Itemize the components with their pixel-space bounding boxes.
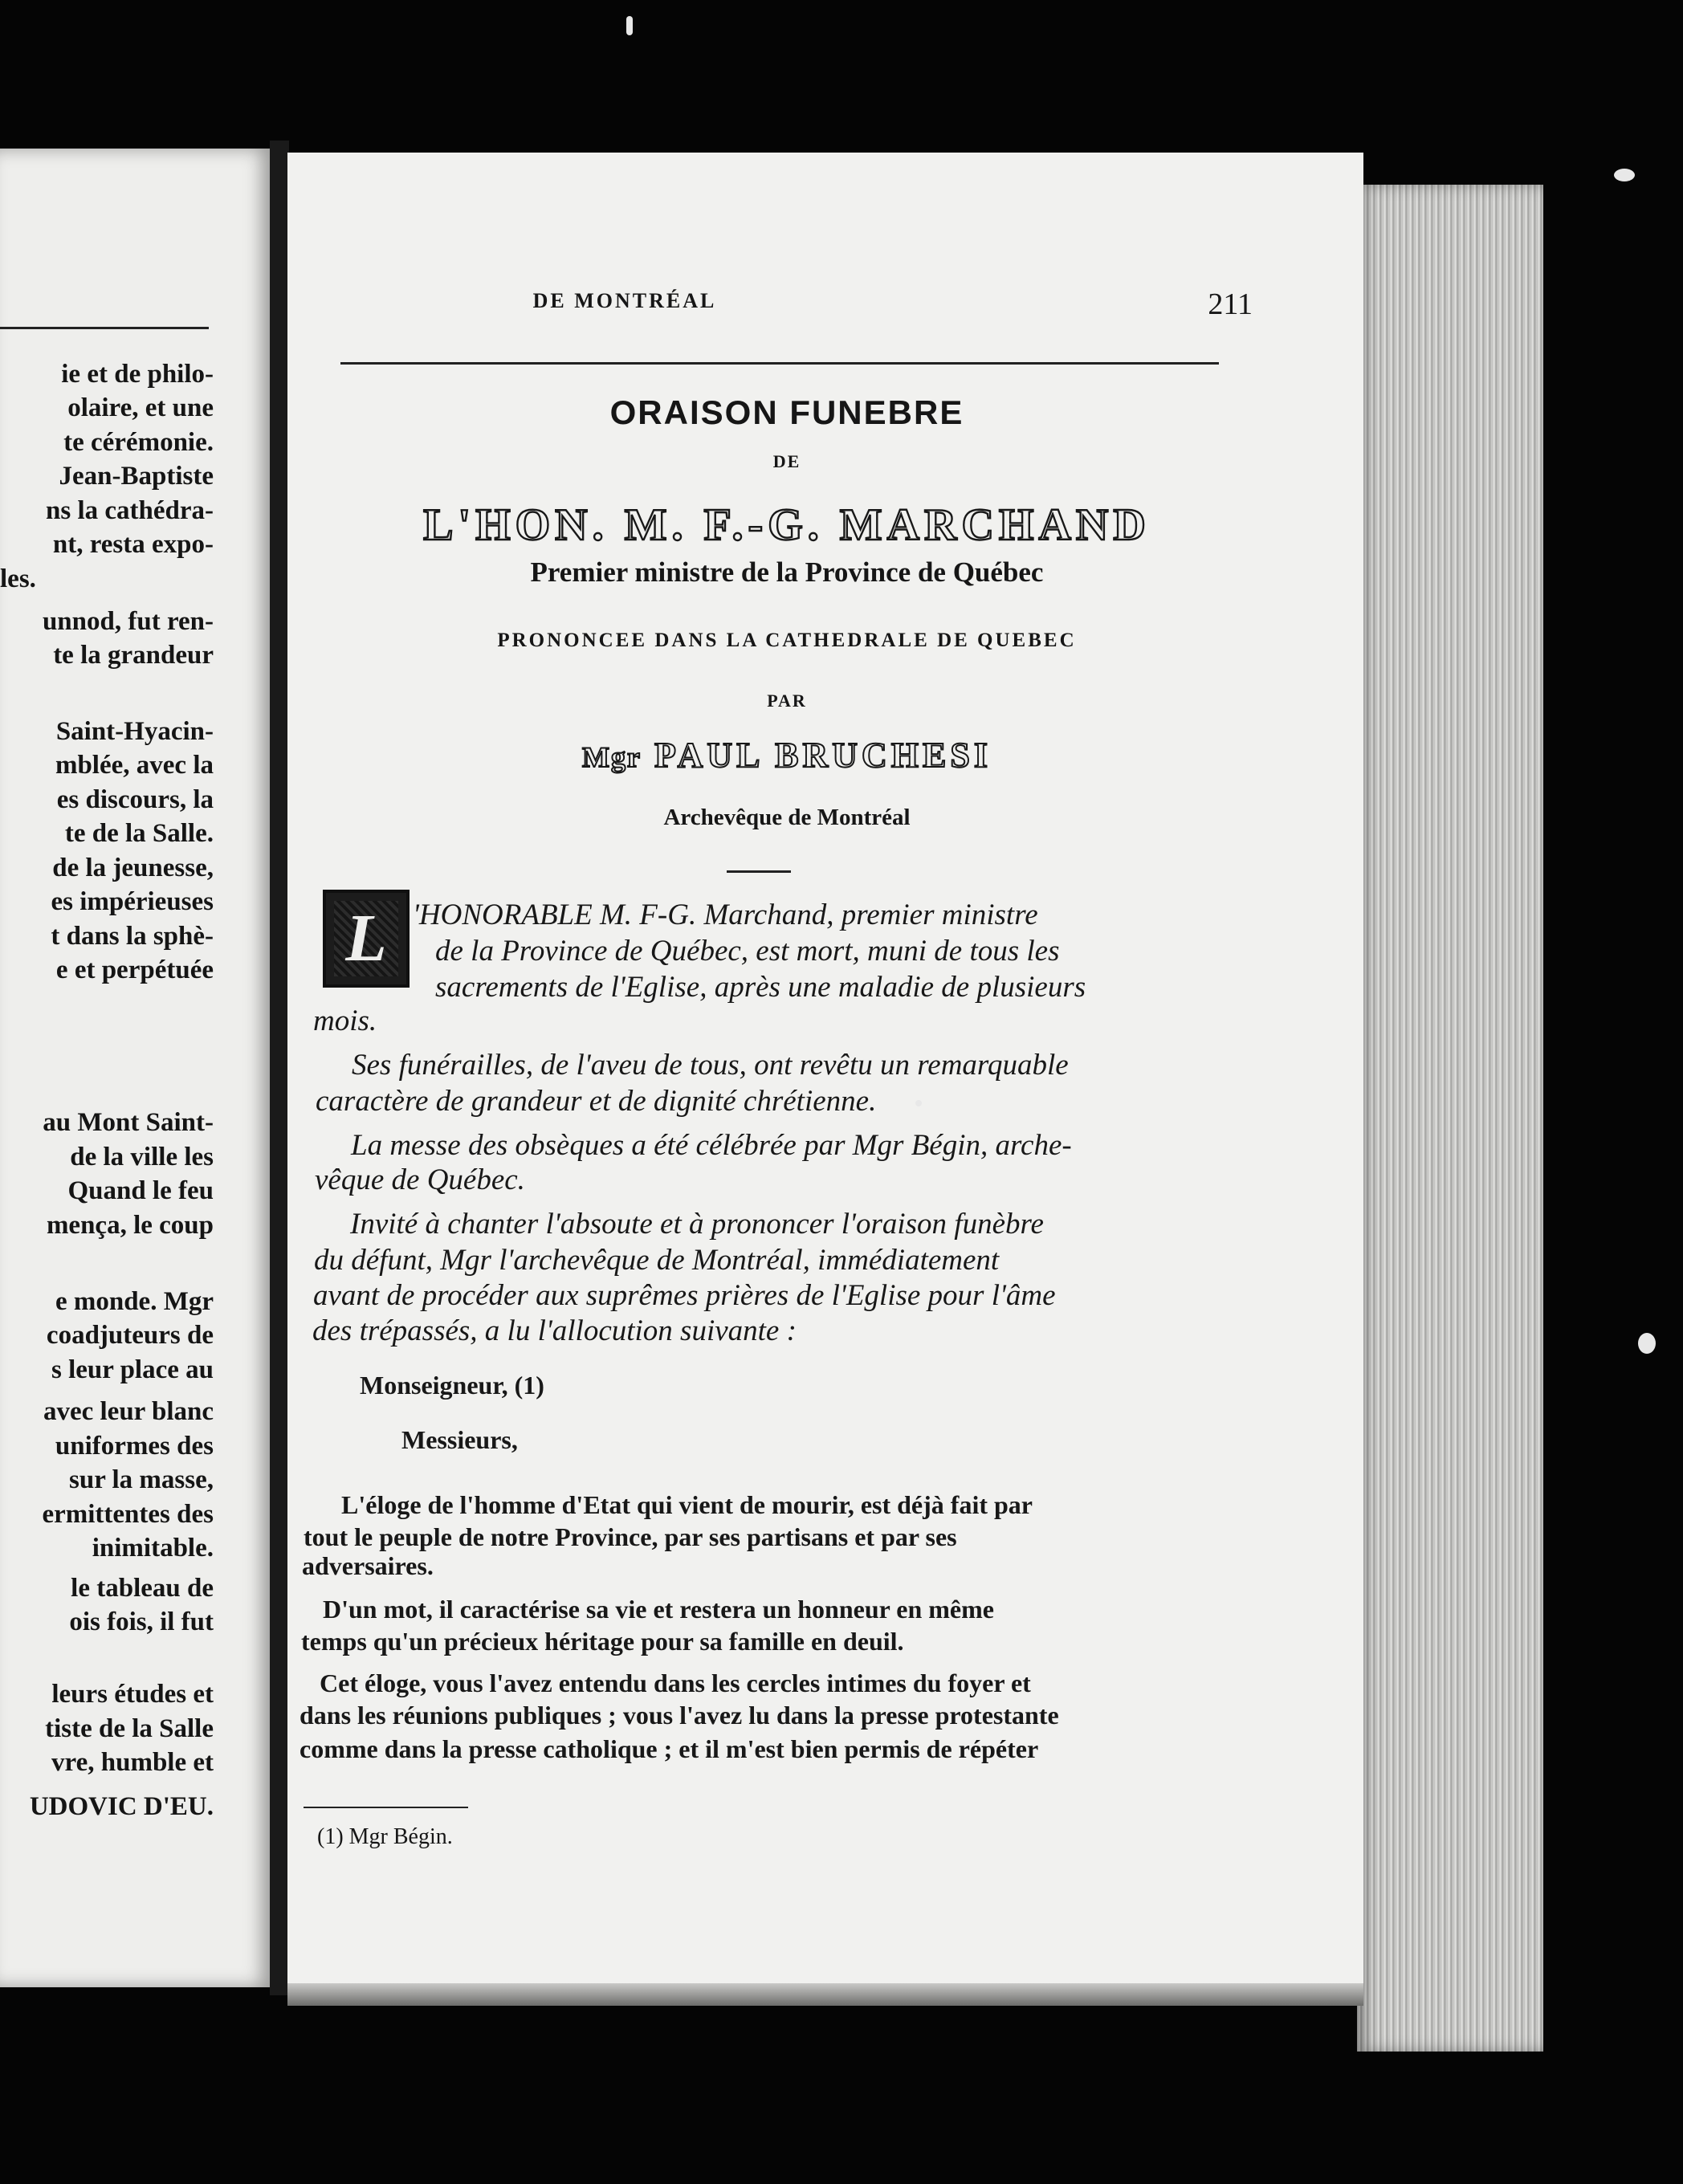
left-line: te la grandeur xyxy=(53,641,214,670)
address-line: adversaires. xyxy=(302,1551,434,1580)
author-title: Archevêque de Montréal xyxy=(663,805,911,830)
left-line: sur la masse, xyxy=(69,1465,214,1494)
left-line: vre, humble et xyxy=(51,1748,214,1777)
left-line: unnod, fut ren- xyxy=(42,607,214,636)
page-bottom-edge xyxy=(287,1983,1363,2006)
intro-line: du défunt, Mgr l'archevêque de Montréal, immédiatement xyxy=(314,1244,1000,1277)
honoree-name: L'HON. M. F.-G. MARCHAND xyxy=(423,500,1151,550)
film-speck xyxy=(626,16,633,35)
film-speck xyxy=(1638,1333,1656,1354)
intro-line: Invité à chanter l'absoute et à prononcer l'oraison funèbre xyxy=(350,1208,1044,1241)
address-line: comme dans la presse catholique ; et il m'est bien permis de répéter xyxy=(300,1734,1039,1763)
intro-line: de la Province de Québec, est mort, muni de tous les xyxy=(435,935,1060,968)
left-line: UDOVIC D'EU. xyxy=(29,1792,214,1821)
pronounced-line: PRONONCEE DANS LA CATHEDRALE DE QUEBEC xyxy=(497,630,1077,651)
footnote: (1) Mgr Bégin. xyxy=(317,1824,453,1849)
film-speck xyxy=(915,1100,922,1106)
page-number: 211 xyxy=(1208,287,1253,321)
left-line: ois fois, il fut xyxy=(69,1607,214,1636)
header-rule xyxy=(340,362,1219,365)
address-line: temps qu'un précieux héritage pour sa famille en deuil. xyxy=(301,1627,904,1656)
left-line: ns la cathédra- xyxy=(46,496,214,525)
left-line: olaire, et une xyxy=(67,393,214,422)
left-line: inimitable. xyxy=(92,1534,214,1563)
address-line: tout le peuple de notre Province, par ses partisans et par ses xyxy=(304,1522,957,1551)
left-line: ie et de philo- xyxy=(61,360,214,389)
left-line: de la ville les xyxy=(70,1143,214,1171)
left-line: mença, le coup xyxy=(46,1211,214,1240)
intro-line: avant de procéder aux suprêmes prières de l'Eglise pour l'âme xyxy=(313,1279,1056,1312)
intro-line: sacrements de l'Eglise, après une maladie de plusieurs xyxy=(435,971,1086,1004)
book-gutter xyxy=(270,141,289,1995)
intro-line: 'HONORABLE M. F-G. Marchand, premier ministre xyxy=(413,898,1038,931)
title-par: PAR xyxy=(767,691,807,711)
page-edges xyxy=(1357,185,1543,2052)
left-page-rule xyxy=(0,327,209,329)
left-line: e et perpétuée xyxy=(55,956,214,984)
left-line: Saint-Hyacin- xyxy=(55,717,214,746)
left-line: au Mont Saint- xyxy=(43,1108,214,1137)
intro-line: mois. xyxy=(313,1004,377,1037)
title-de: DE xyxy=(772,451,801,471)
author-line xyxy=(305,735,1269,776)
address-line: D'un mot, il caractérise sa vie et restera un honneur en même xyxy=(323,1595,994,1624)
address-line: dans les réunions publiques ; vous l'avez lu dans la presse protestante xyxy=(300,1701,1059,1730)
left-line: te de la Salle. xyxy=(64,819,214,848)
drop-cap-letter: L xyxy=(345,901,387,976)
address-line: Cet éloge, vous l'avez entendu dans les cercles intimes du foyer et xyxy=(320,1669,1031,1697)
salutation-monseigneur: Monseigneur, (1) xyxy=(360,1371,544,1400)
left-line: Jean-Baptiste xyxy=(59,462,214,491)
author-prefix: Mgr xyxy=(582,741,642,773)
intro-line: La messe des obsèques a été célébrée par Mgr Bégin, arche- xyxy=(351,1129,1072,1162)
left-line: es impérieuses xyxy=(51,887,214,916)
left-line: le tableau de xyxy=(71,1574,214,1603)
drop-cap xyxy=(323,890,410,988)
salutation-messieurs: Messieurs, xyxy=(401,1425,518,1454)
ornament-rule xyxy=(727,870,791,873)
left-line: e monde. Mgr xyxy=(55,1287,214,1316)
left-line: t dans la sphè- xyxy=(51,922,214,951)
left-page xyxy=(0,149,273,1987)
left-line: avec leur blanc xyxy=(43,1397,214,1426)
author-name: PAUL BRUCHESI xyxy=(654,735,992,775)
left-line: ermittentes des xyxy=(42,1500,214,1529)
honoree-role: Premier ministre de la Province de Québec xyxy=(530,556,1044,588)
left-line: leurs études et xyxy=(51,1680,214,1709)
left-line: es discours, la xyxy=(56,785,214,814)
left-line: uniformes des xyxy=(55,1432,214,1461)
left-line: mblée, avec la xyxy=(55,751,214,780)
left-line: de la jeunesse, xyxy=(52,854,214,882)
left-line: te cérémonie. xyxy=(63,428,214,457)
left-line: les. xyxy=(0,564,36,593)
left-line: coadjuteurs de xyxy=(46,1321,214,1350)
intro-line: vêque de Québec. xyxy=(315,1163,525,1196)
intro-line: des trépassés, a lu l'allocution suivante : xyxy=(312,1314,797,1347)
intro-line: Ses funérailles, de l'aveu de tous, ont revêtu un remarquable xyxy=(352,1049,1069,1082)
footnote-rule xyxy=(304,1807,468,1808)
running-head: DE MONTRÉAL xyxy=(532,289,717,312)
left-line: s leur place au xyxy=(51,1355,214,1384)
left-line: tiste de la Salle xyxy=(45,1714,214,1743)
left-line: nt, resta expo- xyxy=(52,530,214,559)
left-line: Quand le feu xyxy=(67,1176,214,1205)
address-line: L'éloge de l'homme d'Etat qui vient de mourir, est déjà fait par xyxy=(341,1490,1033,1519)
title-heading: ORAISON FUNEBRE xyxy=(609,393,964,431)
film-speck xyxy=(1614,169,1635,181)
intro-line: caractère de grandeur et de dignité chrétienne. xyxy=(316,1085,877,1118)
